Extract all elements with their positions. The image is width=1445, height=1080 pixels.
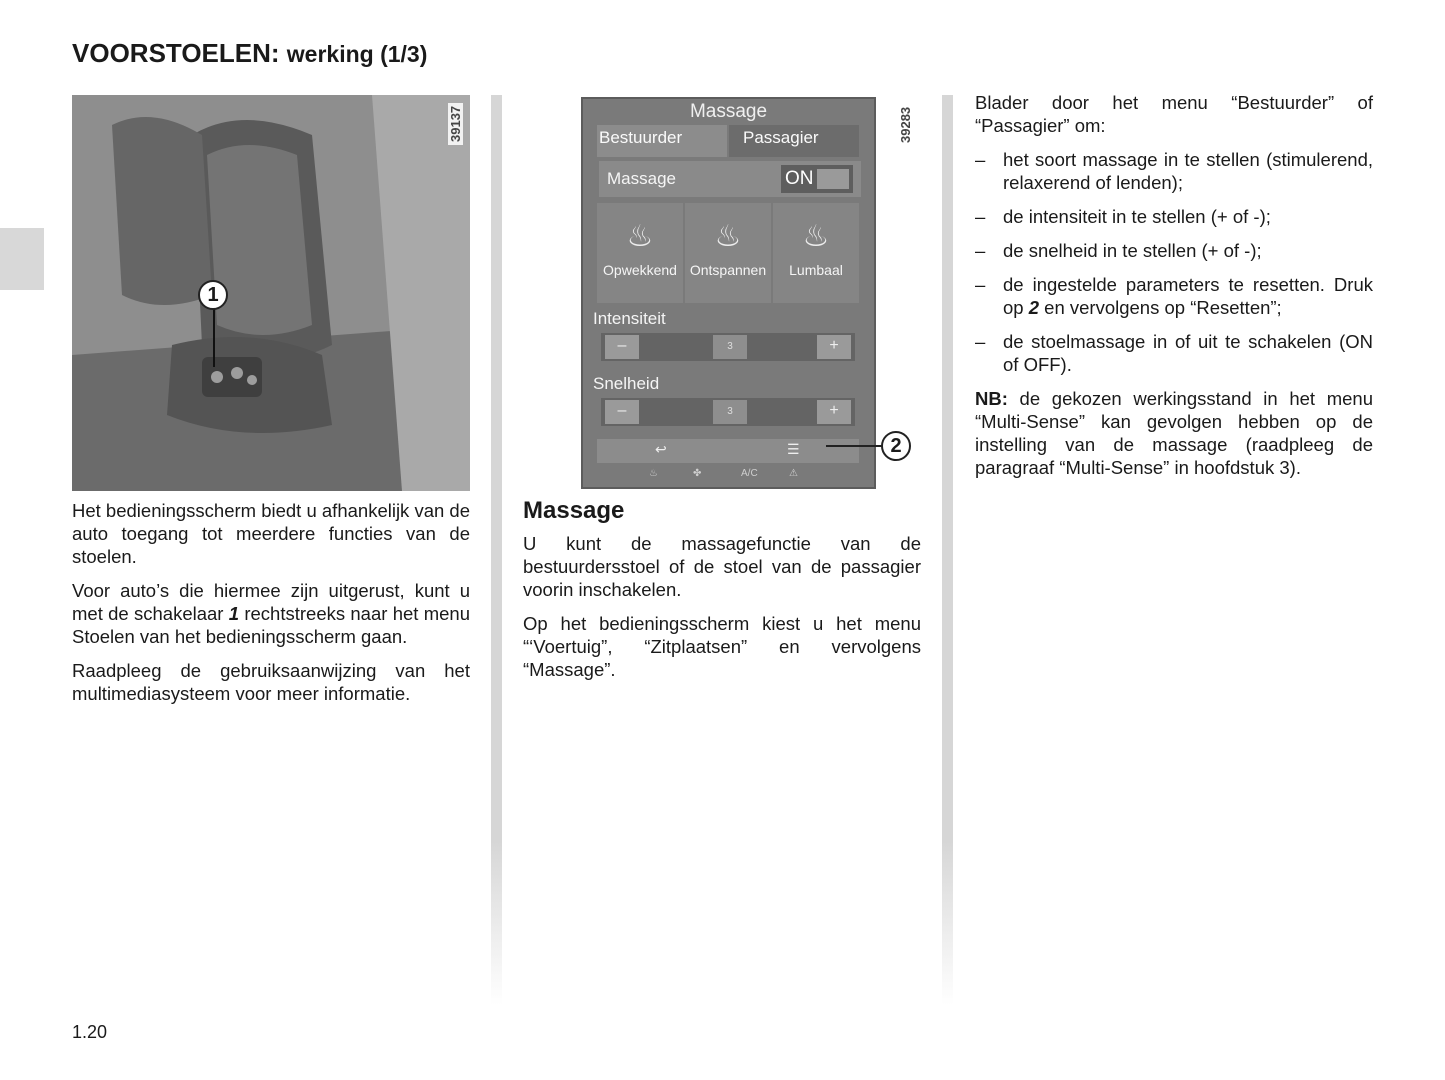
mode-ontspannen[interactable] [685,203,771,303]
note-paragraph [975,387,1373,479]
fan-icon: ✤ [693,468,702,479]
column-divider [942,95,953,1005]
figure-reference-number: 39137 [448,103,463,145]
toggle-knob [817,169,849,189]
mode-opwekkend[interactable] [597,203,683,303]
mode-label: Opwekkend [603,262,677,278]
paragraph: Het bedieningsscherm biedt u afhankelijk van de auto toegang tot meerdere functies van de stoelen. [72,500,470,567]
note-text: de gekozen werkingsstand in het menu “Multi-Sense” kan gevolgen hebben op de instelling van de massage (raadpleeg de paragraaf “Multi-Sense” in hoofdstuk 3). [975,388,1373,478]
warning-icon: ⚠ [789,468,798,479]
paragraph: Raadpleeg de gebruiksaanwijzing van het multimediasysteem voor meer informatie. [72,660,470,704]
column-3-text [975,91,1373,490]
ac-label: A/C [741,468,758,479]
page-title [72,38,427,69]
intensity-label: Intensiteit [593,309,666,328]
intensity-value: 3 [713,335,747,359]
massage-row [599,161,861,197]
title-main: VOORSTOELEN: [72,38,280,68]
paragraph: Op het bedieningsscherm kiest u het menu “‘Voertuig”, “Zitplaatsen” en vervolgens “Massage”. [523,613,921,680]
screen-status-bar [597,465,859,485]
column-1-text [72,499,470,716]
text-span: rechtstreeks naar het menu Stoelen van het bedieningsscherm gaan. [72,603,470,647]
text-span: de ingestelde parameters te resetten. Druk op [1003,274,1373,318]
mode-label: Lumbaal [789,262,843,278]
option-list [975,148,1373,376]
text-span: Voor auto’s die hiermee zijn uitgerust, kunt u met de schakelaar [72,580,470,624]
massage-screen [581,97,876,489]
speed-stepper [601,398,855,426]
speed-value: 3 [713,400,747,424]
callout-2: 2 [881,431,911,461]
intensity-minus-button[interactable]: – [605,335,639,359]
intensity-plus-button[interactable]: + [817,335,851,359]
column-2-text [523,499,921,692]
massage-label: Massage [607,169,676,188]
seat-heat-icon: ♨ [649,468,658,479]
screen-title: Massage [689,101,768,122]
callout-1: 1 [198,280,228,310]
mode-label: Ontspannen [689,262,767,278]
mode-lumbaal[interactable] [773,203,859,303]
note-label: NB: [975,388,1008,409]
list-item: – de stoelmassage in of uit te schakelen (ON of OFF). [975,330,1373,376]
seat-massage-icon: ♨ [714,220,742,253]
reference-number: 1 [228,603,240,624]
seat-photo [72,95,470,491]
text-span: en vervolgens op “Resetten”; [1039,297,1282,318]
back-icon[interactable]: ↩ [655,441,667,457]
tab-passenger[interactable]: Passagier [729,125,859,157]
reference-number: 2 [1028,297,1040,318]
list-item: – de intensiteit in te stellen (+ of -); [975,205,1373,228]
massage-toggle[interactable] [781,165,853,193]
seat-massage-icon: ♨ [802,220,830,253]
seat-illustration [72,95,470,491]
page-number: 1.20 [72,1022,108,1042]
speed-label: Snelheid [593,374,660,393]
intensity-stepper [601,333,855,361]
screen-bottom-bar [597,439,859,463]
speed-minus-button[interactable]: – [605,400,639,424]
column-divider [491,95,502,1005]
figure-reference-number: 39283 [898,104,913,146]
paragraph: Blader door het menu “Bestuurder” of “Passagier” om: [975,92,1373,136]
paragraph: U kunt de massagefunctie van de bestuurdersstoel of de stoel van de passagier voorin inschakelen. [523,533,921,600]
toggle-value: ON [785,168,814,189]
list-item: – de snelheid in te stellen (+ of -); [975,239,1373,262]
list-item: – het soort massage in te stellen (stimulerend, relaxerend of lenden); [975,148,1373,194]
speed-plus-button[interactable]: + [817,400,851,424]
tab-driver[interactable]: Bestuurder [597,125,727,157]
callout-2-leader-line [826,445,884,447]
section-heading: Massage [523,497,625,524]
section-tab-marker [0,228,44,290]
paragraph [72,579,470,648]
title-sub: werking (1/3) [286,41,428,67]
list-item [975,273,1373,319]
seat-massage-icon: ♨ [626,220,654,253]
menu-list-icon[interactable]: ☰ [787,441,800,457]
